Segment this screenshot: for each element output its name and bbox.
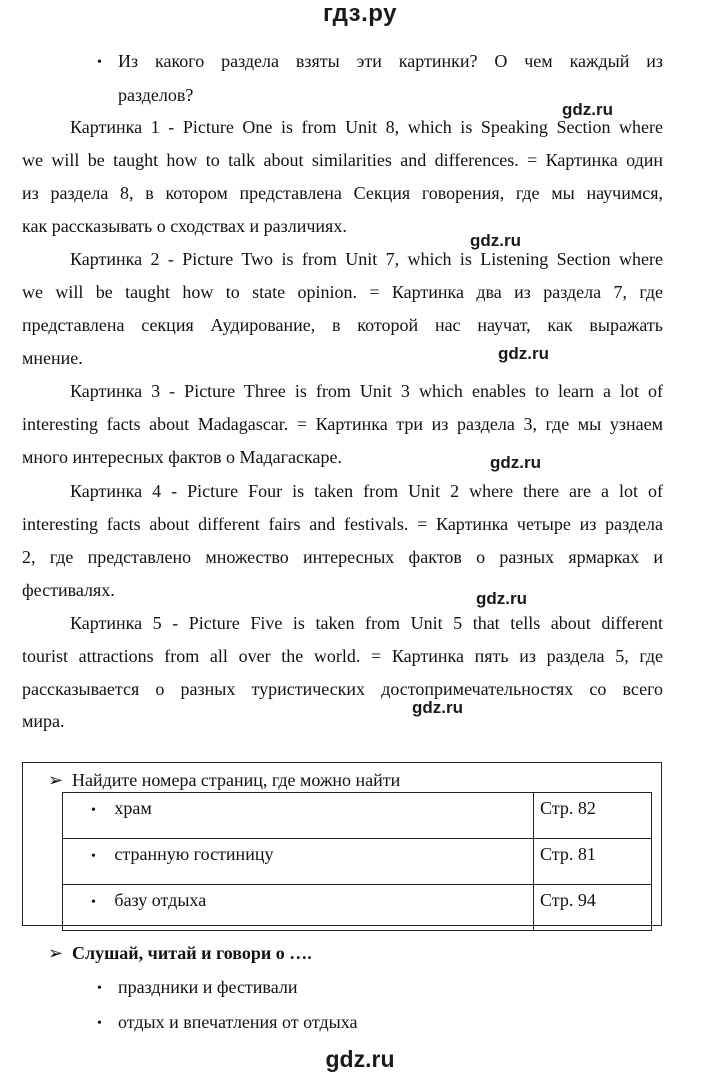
table-cell-item [63, 885, 534, 931]
p1-line-4: как рассказывать о сходствах и различиях. [22, 216, 347, 236]
p5-line-1: Картинка 5 - Picture Five is taken from Unit 5 that tells about different [70, 613, 663, 633]
table-cell-page: Стр. 81 [534, 839, 652, 885]
table-cell-item [63, 793, 534, 839]
p2-line-4: мнение. [22, 348, 83, 368]
watermark: gdz.ru [562, 100, 613, 119]
question-line-1: Из какого раздела взяты эти картинки? О чем каждый из [118, 51, 663, 71]
p5-line-4: мира. [22, 711, 65, 731]
p2-line-2: we will be taught how to state opinion. = Картинка два из раздела 7, где [22, 282, 663, 302]
p3-line-2: interesting facts about Madagascar. = Картинка три из раздела 3, где мы узнаем [22, 414, 663, 434]
bullet-icon: • [91, 849, 96, 864]
watermark: gdz.ru [470, 231, 521, 250]
table-row [63, 793, 652, 839]
bullet-icon: • [91, 803, 96, 818]
p1-line-1: Картинка 1 - Picture One is from Unit 8, which is Speaking Section where [70, 117, 663, 137]
site-header: гдз.ру [323, 0, 397, 27]
p3-line-3: много интересных фактов о Мадагаскаре. [22, 447, 342, 467]
table-cell-page: Стр. 82 [534, 793, 652, 839]
p1-line-3: из раздела 8, в котором представлена Секция говорения, где мы научимся, [22, 183, 663, 203]
arrow-icon: ➢ [48, 770, 64, 790]
arrow-icon: ➢ [48, 943, 64, 963]
bullet-icon: • [91, 895, 96, 910]
bullet-icon: • [97, 1016, 102, 1031]
p4-line-3: 2, где представлено множество интересных фактов о разных ярмарках и [22, 547, 663, 567]
list-item: праздники и фестивали [118, 977, 298, 997]
p4-line-1: Картинка 4 - Picture Four is taken from Unit 2 where there are a lot of [70, 481, 663, 501]
question-line-2: разделов? [118, 85, 194, 105]
listen-section-title: Слушай, читай и говори о …. [72, 943, 312, 963]
bullet-icon: • [97, 981, 102, 996]
p4-line-4: фестивалях. [22, 580, 115, 600]
p5-line-3: рассказывается о разных туристических достопримечательностях со всего [22, 679, 663, 699]
table-row [63, 885, 652, 931]
question-bullet: • [97, 55, 102, 70]
table-cell-item [63, 839, 534, 885]
item-text: странную гостиницу [114, 844, 274, 864]
watermark: gdz.ru [476, 589, 527, 608]
find-pages-title: Найдите номера страниц, где можно найти [72, 770, 401, 790]
p1-line-2: we will be taught how to talk about similarities and differences. = Картинка один [22, 150, 663, 170]
p2-line-3: представлена секция Аудирование, в которой нас научат, как выражать [22, 315, 663, 335]
list-item: отдых и впечатления от отдыха [118, 1012, 358, 1032]
site-footer: gdz.ru [325, 1046, 395, 1072]
table-cell-page: Стр. 94 [534, 885, 652, 931]
item-text: храм [114, 798, 152, 818]
p4-line-2: interesting facts about different fairs and festivals. = Картинка четыре из раздела [22, 514, 663, 534]
p5-line-2: tourist attractions from all over the world. = Картинка пять из раздела 5, где [22, 646, 663, 666]
watermark: gdz.ru [490, 453, 541, 472]
p2-line-1: Картинка 2 - Picture Two is from Unit 7, which is Listening Section where [70, 249, 663, 269]
p3-line-1: Картинка 3 - Picture Three is from Unit 3 which enables to learn a lot of [70, 381, 663, 401]
find-pages-table [62, 792, 652, 931]
table-row [63, 839, 652, 885]
watermark: gdz.ru [498, 344, 549, 363]
watermark: gdz.ru [412, 698, 463, 717]
item-text: базу отдыха [114, 890, 207, 910]
